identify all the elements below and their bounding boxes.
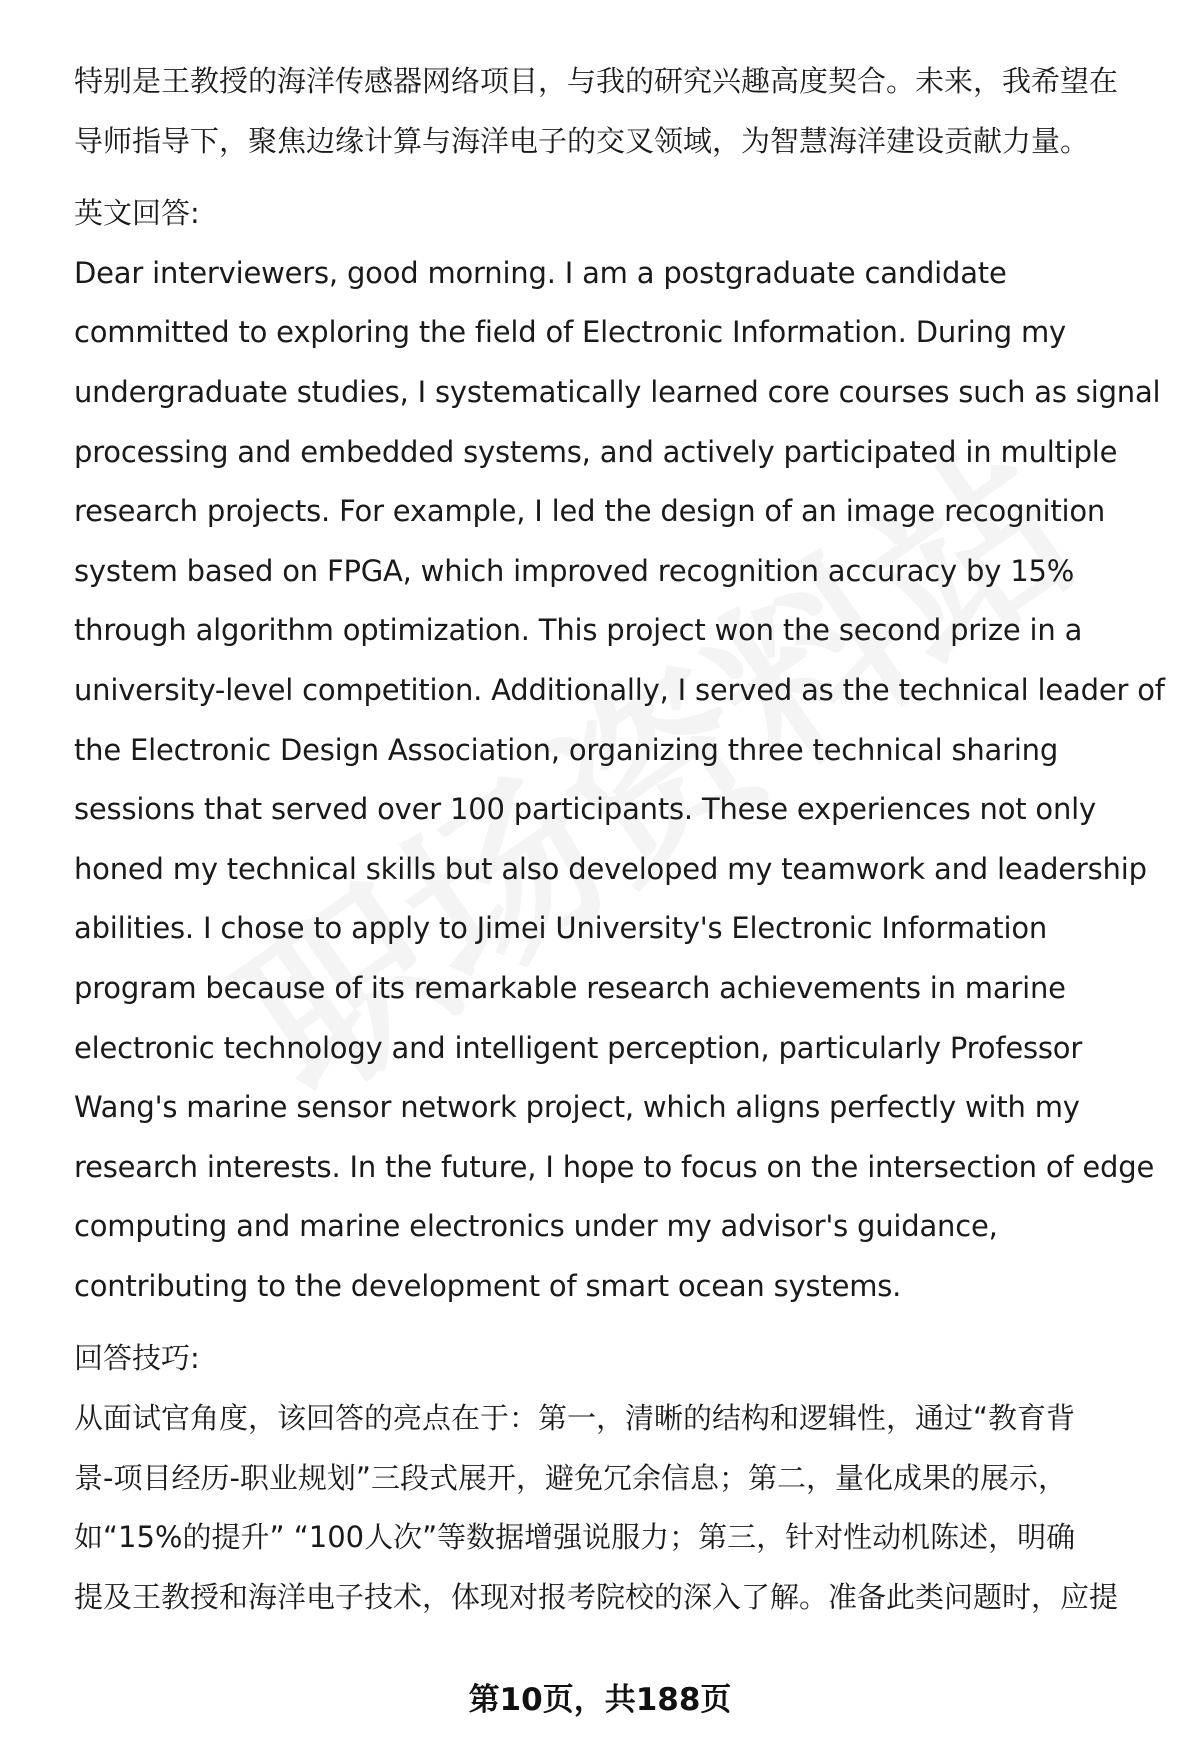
english-answer-heading: 英文回答: — [74, 196, 200, 231]
answer-tips-heading: 回答技巧: — [74, 1341, 200, 1376]
text-line: system based on FPGA, which improved recognition accuracy by 15% — [74, 553, 1075, 588]
text-line: Dear interviewers, good morning. I am a postgraduate candidate — [74, 255, 1007, 290]
text-line: research projects. For example, I led the design of an image recognition — [74, 494, 1106, 529]
text-line: the Electronic Design Association, organizing three technical sharing — [74, 732, 1059, 767]
text-line: 导师指导下，聚焦边缘计算与海洋电子的交叉领域，为智慧海洋建设贡献力量。 — [74, 123, 1090, 158]
text-line: 提及王教授和海洋电子技术，体现对报考院校的深入了解。准备此类问题时，应提 — [74, 1579, 1119, 1614]
text-line: honed my technical skills but also developed my teamwork and leadership — [74, 851, 1147, 886]
text-line: contributing to the development of smart ocean systems. — [74, 1268, 902, 1303]
answer-tips-paragraph — [74, 1399, 1159, 1637]
text-line: processing and embedded systems, and actively participated in multiple — [74, 434, 1118, 469]
text-line: computing and marine electronics under my advisor's guidance, — [74, 1209, 998, 1244]
document-body — [74, 62, 1165, 1637]
intro-paragraph — [74, 62, 1159, 181]
text-line: through algorithm optimization. This project won the second prize in a — [74, 613, 1083, 648]
text-line: undergraduate studies, I systematically learned core courses such as signal — [74, 374, 1161, 409]
text-line: 从面试官角度，该回答的亮点在于：第一，清晰的结构和逻辑性，通过“教育背 — [74, 1401, 1076, 1436]
text-line: university-level competition. Additionally, I served as the technical leader of — [74, 672, 1165, 707]
text-line: electronic technology and intelligent perception, particularly Professor — [74, 1030, 1083, 1065]
text-line: research interests. In the future, I hope to focus on the intersection of edge — [74, 1149, 1155, 1184]
text-line: 景-项目经历-职业规划”三段式展开，避免冗余信息；第二，量化成果的展示， — [74, 1460, 1067, 1495]
text-line: Wang's marine sensor network project, which aligns perfectly with my — [74, 1090, 1080, 1125]
english-answer-paragraph — [74, 254, 1165, 1327]
text-line: 特别是王教授的海洋传感器网络项目，与我的研究兴趣高度契合。未来，我希望在 — [74, 64, 1119, 98]
text-line: sessions that served over 100 participants. These experiences not only — [74, 792, 1096, 827]
text-line: program because of its remarkable research achievements in marine — [74, 970, 1066, 1005]
page-number-footer: 第10页，共188页 — [468, 1682, 732, 1718]
text-line: abilities. I chose to apply to Jimei University's Electronic Information — [74, 911, 1048, 946]
text-line: committed to exploring the field of Electronic Information. During my — [74, 315, 1067, 350]
text-line: 如“15%的提升” “100人次”等数据增强说服力；第三，针对性动机陈述，明确 — [74, 1520, 1076, 1555]
